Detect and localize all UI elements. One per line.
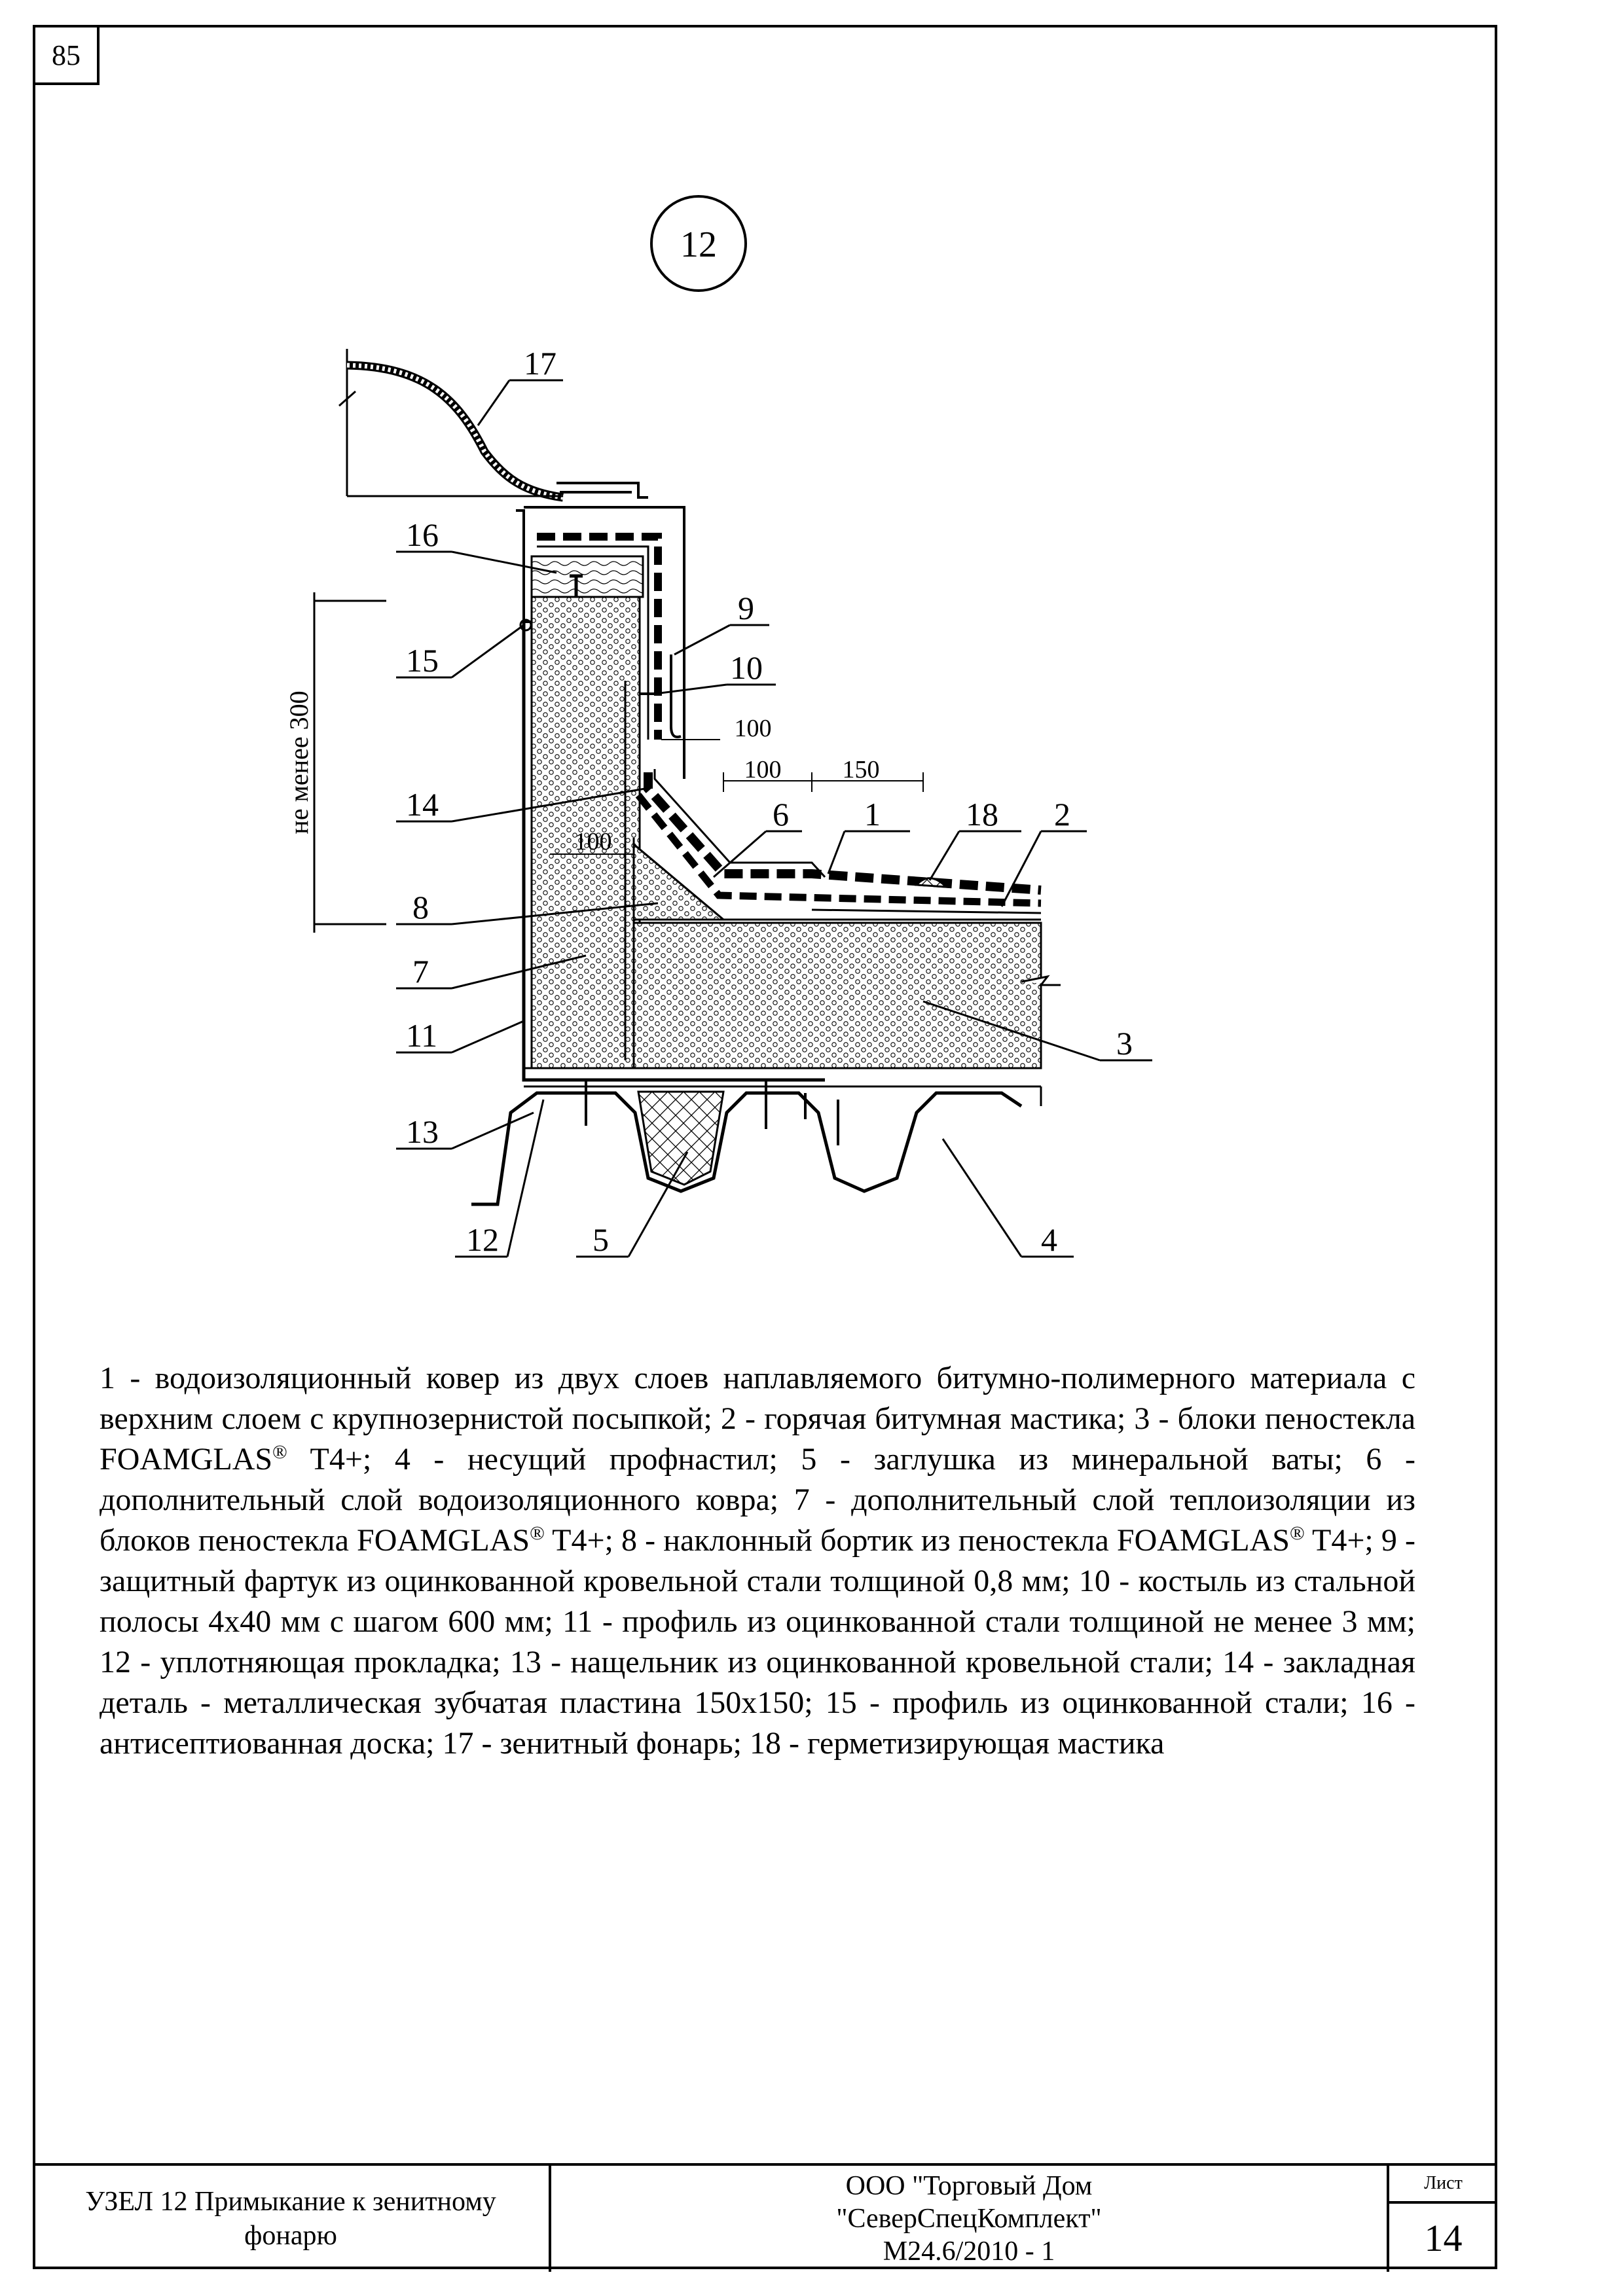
profiled-deck — [471, 1093, 1021, 1204]
dim-d2: 100 — [744, 756, 782, 783]
dim-d3: 150 — [842, 756, 880, 783]
callout-11: 11 — [406, 1017, 438, 1054]
callout-10: 10 — [730, 649, 763, 686]
callout-4: 4 — [1041, 1221, 1057, 1258]
legend-part4: T4+; 9 - защитный фартук из оцинкованной кровельной стали толщиной 0,8 мм; 10 - костыль из стальной полосы 4х40 мм с шагом 600 мм; 11 - профиль из оцинкованной стали толщиной не менее 3 мм; 12 - уплотняющая прокладка; 13 - нащельник из оцинкованной кровельной стали; 14 - закладная деталь - металлическая зубчатая пластина 150х150; 15 - профиль из оцинкованной стали; 16 - антисептиованная доска; 17 - зенитный фонарь; 18 - герметизирующая мастика — [100, 1523, 1415, 1761]
doc-code: М24.6/2010 - 1 — [883, 2236, 1055, 2267]
callout-6: 6 — [773, 796, 789, 833]
title-block-sheet — [1389, 2166, 1497, 2272]
legend-part2: T4+; 4 - несущий профнастил; 5 - заглушка из минеральной ваты; 6 - дополнительный слой водоизоляционного ковра; 7 - дополнительный слой теплоизоляции из блоков пеностекла FOAMGLAS — [100, 1442, 1415, 1558]
dim-d1: 100 — [734, 715, 772, 742]
node-title-line2: фонарю — [244, 2221, 337, 2251]
sheet-number: 14 — [1424, 2216, 1463, 2259]
callout-9: 9 — [738, 590, 754, 626]
callout-5: 5 — [593, 1221, 609, 1258]
dim-vertical — [284, 592, 386, 933]
callout-18: 18 — [966, 796, 998, 833]
node-number: 12 — [680, 224, 717, 265]
legend-part3: T4+; 8 - наклонный бортик из пеностекла FOAMGLAS — [544, 1523, 1290, 1558]
registered-mark: ® — [1289, 1522, 1305, 1544]
callout-3: 3 — [1116, 1025, 1133, 1062]
skylight-glazing — [339, 349, 648, 497]
title-block — [33, 2163, 1497, 2272]
callout-16: 16 — [406, 516, 439, 553]
title-block-organization — [551, 2166, 1389, 2272]
page-number: 85 — [33, 25, 100, 85]
callout-17: 17 — [524, 345, 556, 382]
callout-12: 12 — [466, 1221, 499, 1258]
org-line2: "СеверСпецКомплект" — [836, 2204, 1102, 2234]
title-block-node-title — [33, 2166, 551, 2272]
callout-1: 1 — [864, 796, 881, 833]
sheet-label: Лист — [1389, 2166, 1497, 2204]
callout-14: 14 — [406, 786, 439, 823]
foamglas-blocks — [634, 923, 1041, 1068]
legend — [100, 1358, 1415, 1764]
callout-8: 8 — [412, 889, 429, 925]
mineral-wool-plug — [638, 1092, 723, 1185]
callout-2: 2 — [1054, 796, 1070, 833]
org-line1: ООО "Торговый Дом — [845, 2171, 1093, 2201]
dim-vertical-label: не менее 300 — [284, 691, 314, 834]
node-title-line1: УЗЕЛ 12 Примыкание к зенитному — [85, 2187, 496, 2217]
callout-15: 15 — [406, 642, 439, 679]
legend-part1: 1 - водоизоляционный ковер из двух слоев наплавляемого битумно-полимерного материала с верхним слоем с крупнозернистой посыпкой; 2 - горячая битумная мастика; 3 - блоки пеностекла FOAMGLAS — [100, 1361, 1415, 1477]
registered-mark: ® — [530, 1522, 545, 1544]
antiseptic-board — [532, 556, 643, 597]
dim-d4: 100 — [574, 828, 612, 855]
callout-7: 7 — [412, 953, 429, 990]
callout-13: 13 — [406, 1113, 439, 1150]
registered-mark: ® — [272, 1441, 287, 1463]
